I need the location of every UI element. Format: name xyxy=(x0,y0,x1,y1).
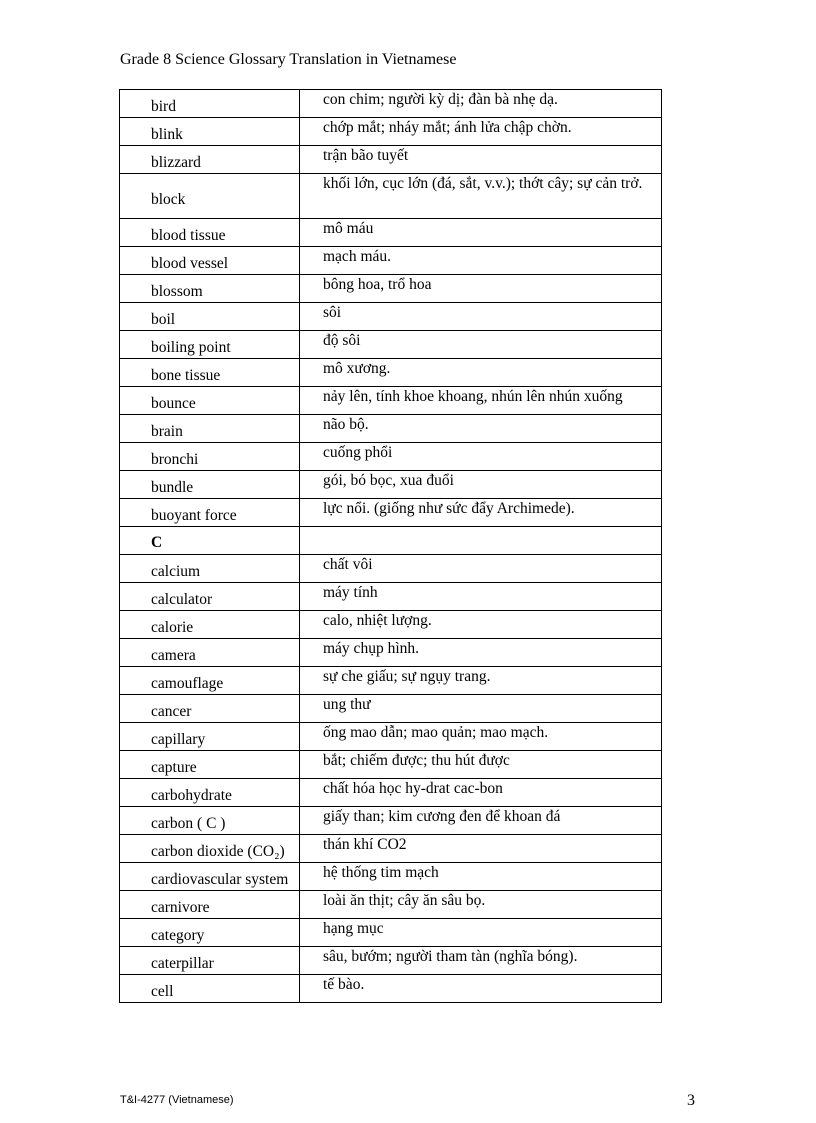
term-cell: boil xyxy=(120,303,300,331)
table-row xyxy=(120,499,662,527)
table-row xyxy=(120,835,662,863)
table-row xyxy=(120,415,662,443)
table-row xyxy=(120,975,662,1003)
term-cell: calculator xyxy=(120,583,300,611)
definition-cell: chớp mắt; nháy mắt; ánh lửa chập chờn. xyxy=(300,118,662,146)
glossary-table xyxy=(119,89,662,1003)
definition-cell: tế bào. xyxy=(300,975,662,1003)
definition-cell: máy tính xyxy=(300,583,662,611)
table-row xyxy=(120,275,662,303)
definition-cell xyxy=(300,527,662,555)
table-row xyxy=(120,667,662,695)
table-row xyxy=(120,947,662,975)
term-cell: category xyxy=(120,919,300,947)
definition-cell: loài ăn thịt; cây ăn sâu bọ. xyxy=(300,891,662,919)
page-number: 3 xyxy=(687,1092,695,1109)
term-cell: bone tissue xyxy=(120,359,300,387)
term-cell: buoyant force xyxy=(120,499,300,527)
term-cell: bronchi xyxy=(120,443,300,471)
definition-cell: trận bão tuyết xyxy=(300,146,662,174)
term-cell: boiling point xyxy=(120,331,300,359)
table-row xyxy=(120,174,662,219)
definition-cell: độ sôi xyxy=(300,331,662,359)
term-cell: calcium xyxy=(120,555,300,583)
table-row xyxy=(120,90,662,118)
table-row xyxy=(120,443,662,471)
definition-cell: mô xương. xyxy=(300,359,662,387)
definition-cell: bắt; chiếm được; thu hút được xyxy=(300,751,662,779)
table-row xyxy=(120,779,662,807)
table-row xyxy=(120,639,662,667)
term-cell: carnivore xyxy=(120,891,300,919)
table-row xyxy=(120,583,662,611)
section-heading-row xyxy=(120,527,662,555)
table-row xyxy=(120,146,662,174)
table-row xyxy=(120,723,662,751)
term-cell: cancer xyxy=(120,695,300,723)
term-cell: cell xyxy=(120,975,300,1003)
table-row xyxy=(120,387,662,415)
definition-cell: chất hóa học hy-drat cac-bon xyxy=(300,779,662,807)
term-cell: blood vessel xyxy=(120,247,300,275)
term-cell: capillary xyxy=(120,723,300,751)
definition-cell: ống mao dẫn; mao quản; mao mạch. xyxy=(300,723,662,751)
term-cell: carbohydrate xyxy=(120,779,300,807)
term-cell: blizzard xyxy=(120,146,300,174)
table-row xyxy=(120,359,662,387)
table-row xyxy=(120,331,662,359)
term-cell: carbon dioxide (CO₂) xyxy=(120,835,300,863)
definition-cell: sự che giấu; sự ngụy trang. xyxy=(300,667,662,695)
table-row xyxy=(120,118,662,146)
term-cell: brain xyxy=(120,415,300,443)
table-row xyxy=(120,219,662,247)
term-cell: carbon ( C ) xyxy=(120,807,300,835)
definition-cell: mô máu xyxy=(300,219,662,247)
term-cell: bird xyxy=(120,90,300,118)
table-row xyxy=(120,471,662,499)
term-cell: cardiovascular system xyxy=(120,863,300,891)
table-row xyxy=(120,303,662,331)
definition-cell: khối lớn, cục lớn (đá, sắt, v.v.); thớt cây; sự cản trở. xyxy=(300,174,662,219)
footer-doc-code: T&I-4277 (Vietnamese) xyxy=(120,1094,234,1106)
definition-cell: mạch máu. xyxy=(300,247,662,275)
term-cell: blossom xyxy=(120,275,300,303)
table-row xyxy=(120,611,662,639)
term-cell: blood tissue xyxy=(120,219,300,247)
definition-cell: lực nổi. (giống như sức đẩy Archimede). xyxy=(300,499,662,527)
definition-cell: não bộ. xyxy=(300,415,662,443)
table-row xyxy=(120,891,662,919)
table-row xyxy=(120,863,662,891)
table-row xyxy=(120,919,662,947)
definition-cell: sâu, bướm; người tham tàn (nghĩa bóng). xyxy=(300,947,662,975)
table-row xyxy=(120,555,662,583)
definition-cell: nảy lên, tính khoe khoang, nhún lên nhún xuống xyxy=(300,387,662,415)
definition-cell: bông hoa, trổ hoa xyxy=(300,275,662,303)
term-cell: bundle xyxy=(120,471,300,499)
term-cell: camouflage xyxy=(120,667,300,695)
table-row xyxy=(120,695,662,723)
definition-cell: sôi xyxy=(300,303,662,331)
definition-cell: máy chụp hình. xyxy=(300,639,662,667)
definition-cell: thán khí CO2 xyxy=(300,835,662,863)
table-row xyxy=(120,751,662,779)
definition-cell: hệ thống tim mạch xyxy=(300,863,662,891)
table-row xyxy=(120,247,662,275)
term-cell: blink xyxy=(120,118,300,146)
term-cell: camera xyxy=(120,639,300,667)
definition-cell: cuống phổi xyxy=(300,443,662,471)
definition-cell: ung thư xyxy=(300,695,662,723)
definition-cell: hạng mục xyxy=(300,919,662,947)
term-cell: block xyxy=(120,174,300,219)
term-cell: calorie xyxy=(120,611,300,639)
definition-cell: giấy than; kim cương đen để khoan đá xyxy=(300,807,662,835)
definition-cell: chất vôi xyxy=(300,555,662,583)
definition-cell: calo, nhiệt lượng. xyxy=(300,611,662,639)
definition-cell: gói, bó bọc, xua đuổi xyxy=(300,471,662,499)
term-cell: bounce xyxy=(120,387,300,415)
term-cell: capture xyxy=(120,751,300,779)
definition-cell: con chim; người kỳ dị; đàn bà nhẹ dạ. xyxy=(300,90,662,118)
section-letter: C xyxy=(120,527,300,555)
table-row xyxy=(120,807,662,835)
term-cell: caterpillar xyxy=(120,947,300,975)
page-title: Grade 8 Science Glossary Translation in Vietnamese xyxy=(120,51,457,68)
